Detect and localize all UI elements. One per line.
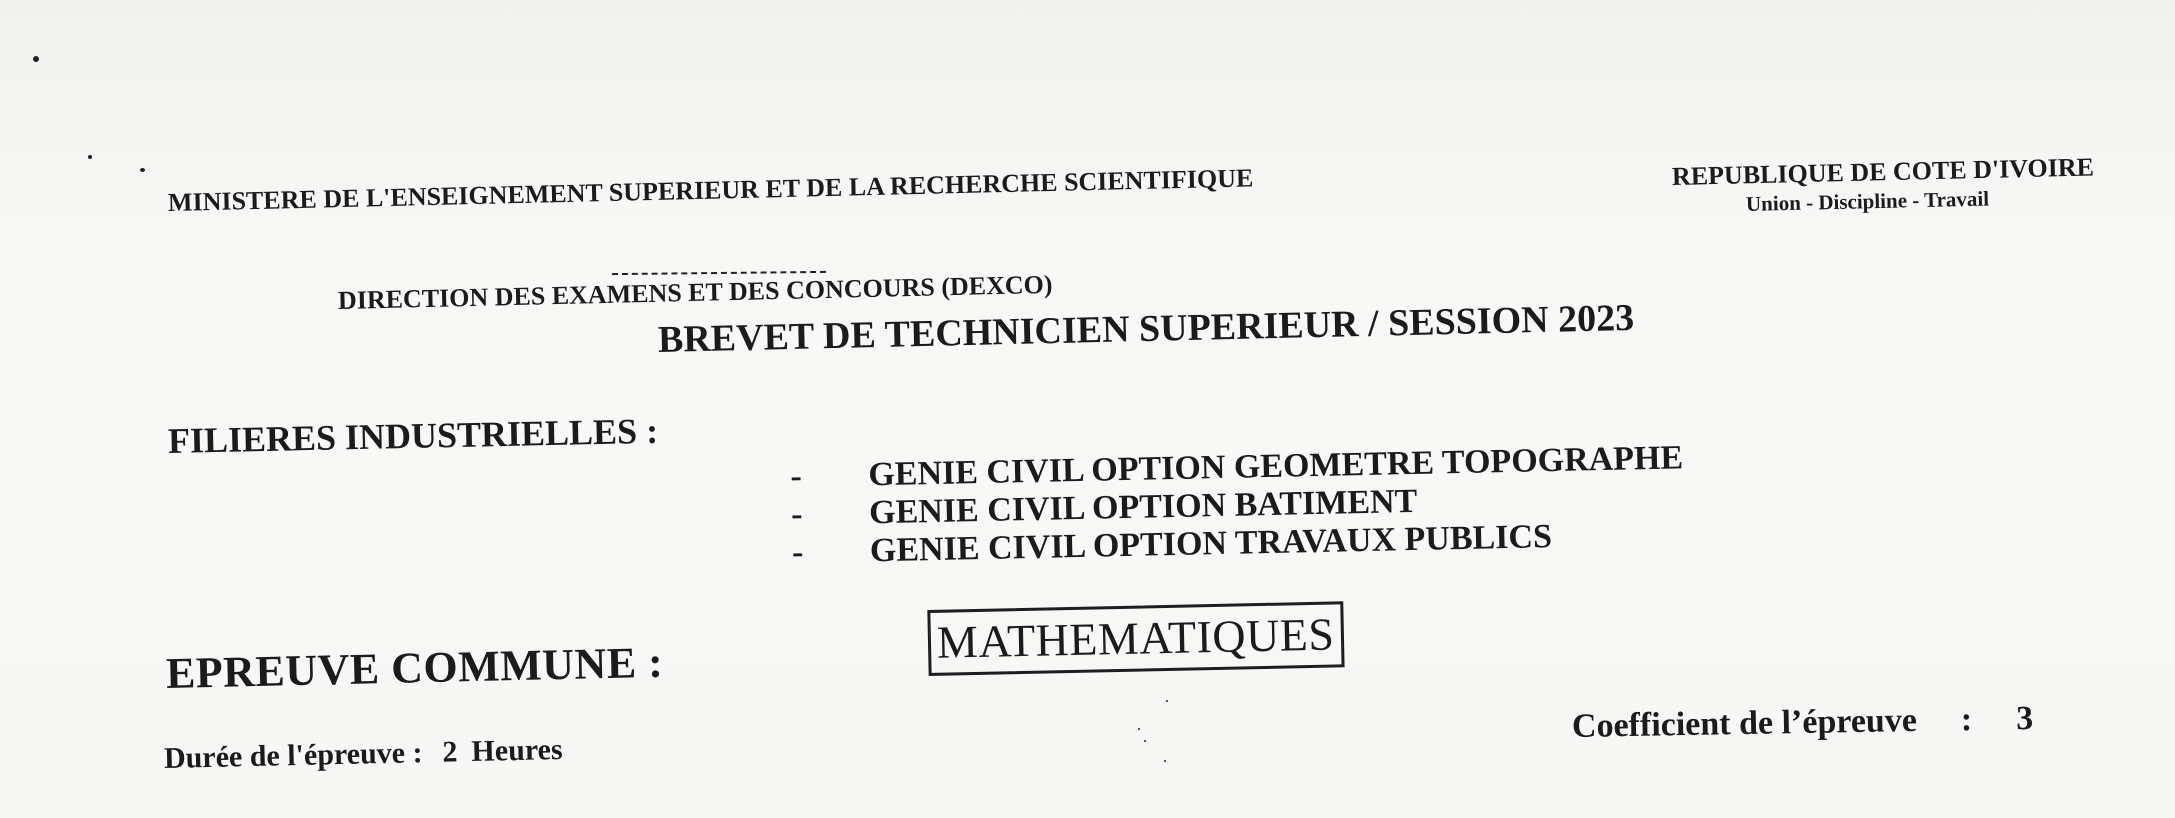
option-label: GENIE CIVIL OPTION TRAVAUX PUBLICS <box>869 518 1553 570</box>
duration-line <box>164 733 563 776</box>
scan-speck <box>1138 728 1140 730</box>
scan-speck <box>33 56 39 62</box>
coefficient-label: Coefficient de l’épreuve <box>1571 701 1918 745</box>
bullet-dash: - <box>791 533 804 571</box>
scan-speck <box>1166 700 1168 702</box>
duration-unit: Heures <box>471 732 563 769</box>
direction-heading: DIRECTION DES EXAMENS ET DES CONCOURS (DEXCO) <box>337 269 1053 315</box>
ministry-heading: MINISTERE DE L'ENSEIGNEMENT SUPERIEUR ET DE LA RECHERCHE SCIENTIFIQUE <box>167 163 1254 217</box>
coefficient-line <box>1572 700 2034 746</box>
option-label: GENIE CIVIL OPTION BATIMENT <box>868 482 1418 532</box>
coefficient-colon: : <box>1960 701 1973 739</box>
coefficient-value: 3 <box>2015 699 2034 738</box>
duration-value: 2 <box>442 735 458 769</box>
options-list <box>790 439 1685 572</box>
exam-title: BREVET DE TECHNICIEN SUPERIEUR / SESSION 2023 <box>657 296 1635 361</box>
scan-speck <box>1144 740 1146 742</box>
scan-speck <box>1164 760 1166 762</box>
subject-title: MATHEMATIQUES <box>927 601 1344 676</box>
country-name: REPUBLIQUE DE COTE D'IVOIRE <box>1671 152 2095 191</box>
scan-speck <box>140 168 145 172</box>
scan-speck <box>88 155 92 159</box>
separator-rule <box>612 271 826 275</box>
duration-label: Durée de l'épreuve : <box>163 736 423 775</box>
option-label: GENIE CIVIL OPTION GEOMETRE TOPOGRAPHE <box>867 439 1684 494</box>
streams-label: FILIERES INDUSTRIELLES : <box>167 410 659 461</box>
national-motto: Union - Discipline - Travail <box>1745 186 1990 216</box>
bullet-dash: - <box>790 495 803 533</box>
bullet-dash: - <box>790 457 803 495</box>
paper-label: EPREUVE COMMUNE : <box>165 637 664 698</box>
